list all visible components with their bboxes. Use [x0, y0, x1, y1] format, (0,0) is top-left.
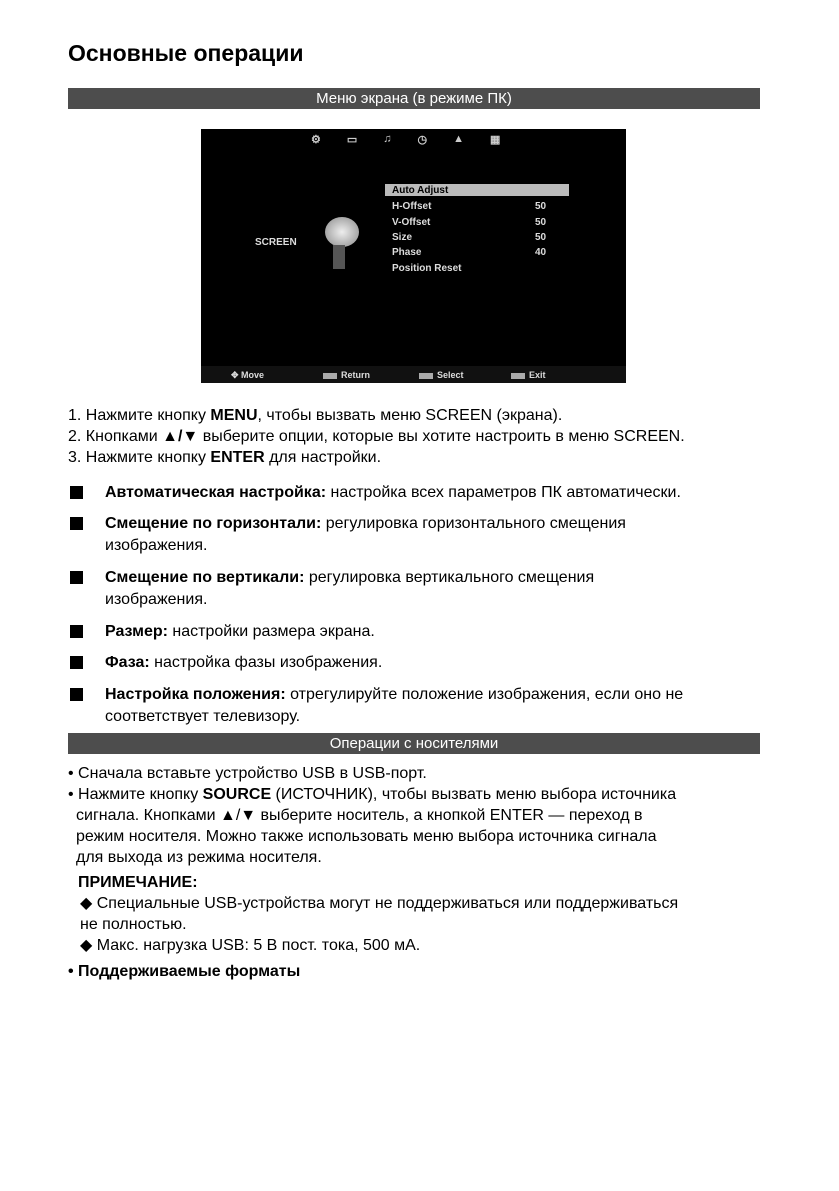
satellite-dish-icon — [325, 217, 359, 247]
square-bullet-icon — [70, 656, 83, 669]
usb-line-4: режим носителя. Можно также использовать меню выбора источника сигнала — [76, 828, 657, 845]
bullet-size: Размер: настройки размера экрана. — [105, 623, 375, 640]
grid-icon: ▦ — [490, 134, 501, 146]
usb-line-2: • Нажмите кнопку SOURCE (ИСТОЧНИК), чтобы вызвать меню выбора источника — [68, 786, 677, 803]
usb-line-3: сигнала. Кнопками ▲/▼ выберите носитель, а кнопкой ENTER — переход в — [76, 807, 643, 824]
usb-line-1: • Сначала вставьте устройство USB в USB-порт. — [68, 765, 427, 782]
square-bullet-icon — [70, 625, 83, 638]
tv-menu-label: SCREEN — [255, 237, 297, 248]
bullet-h-offset: Смещение по горизонтали: регулировка горизонтального смещения — [105, 515, 626, 532]
menu-key-icon — [323, 373, 337, 379]
move-icon: ✥ — [231, 370, 242, 380]
menu-item-phase: Phase — [392, 247, 422, 258]
menu-item-size: Size — [392, 232, 413, 243]
square-bullet-icon — [70, 517, 83, 530]
lock-icon: ▲ — [453, 133, 465, 145]
menu-value: 50 — [535, 217, 547, 228]
square-bullet-icon — [70, 486, 83, 499]
bullet-auto-adjust: Автоматическая настройка: настройка всех параметров ПК автоматически. — [105, 484, 681, 501]
bullet-v-offset: Смещение по вертикали: регулировка вертикального смещения — [105, 569, 595, 586]
bullet-v-offset-cont: изображения. — [105, 591, 208, 608]
menu-item-v-offset: V-Offset — [392, 217, 431, 228]
footer-select: Select — [437, 370, 464, 380]
step-3: 3. Нажмите кнопку ENTER для настройки. — [68, 449, 382, 466]
menu-value: 50 — [535, 201, 547, 212]
footer-exit: Exit — [529, 370, 546, 380]
music-icon: ♫ — [383, 133, 392, 145]
page-title: Основные операции — [68, 40, 304, 66]
bullet-h-offset-cont: изображения. — [105, 537, 208, 554]
enter-key-icon — [419, 373, 433, 379]
square-bullet-icon — [70, 688, 83, 701]
note-1-cont: не полностью. — [80, 916, 187, 933]
clock-icon: ◷ — [417, 134, 428, 146]
gear-icon: ⚙ — [311, 134, 321, 146]
menu-item-position-reset: Position Reset — [392, 263, 462, 274]
bullet-phase: Фаза: настройка фазы изображения. — [105, 654, 383, 671]
step-1: 1. Нажмите кнопку MENU, чтобы вызвать меню SCREEN (экрана). — [68, 407, 563, 424]
step-2: 2. Кнопками ▲/▼ выберите опции, которые вы хотите настроить в меню SCREEN. — [68, 428, 685, 445]
menu-value: 40 — [535, 247, 547, 258]
section-header-media: Операции с носителями — [68, 733, 760, 754]
note-2: ◆ Макс. нагрузка USB: 5 В пост. тока, 500 мА. — [80, 937, 421, 954]
bullet-position-reset: Настройка положения: отрегулируйте положение изображения, если оно не — [105, 686, 684, 703]
exit-key-icon — [511, 373, 525, 379]
menu-value: 50 — [535, 232, 547, 243]
note-1: ◆ Специальные USB-устройства могут не поддерживаться или поддерживаться — [80, 895, 679, 912]
note-title: ПРИМЕЧАНИЕ: — [78, 874, 198, 891]
supported-formats-heading: • Поддерживаемые форматы — [68, 963, 301, 980]
section-header-screen-menu: Меню экрана (в режиме ПК) — [68, 88, 760, 109]
tv-screen-menu-image — [201, 129, 626, 383]
tv-icon: ▭ — [346, 134, 358, 146]
usb-line-5: для выхода из режима носителя. — [76, 849, 322, 866]
menu-item-auto-adjust: Auto Adjust — [392, 185, 449, 196]
footer-move: Move — [241, 370, 265, 380]
square-bullet-icon — [70, 571, 83, 584]
bullet-position-reset-cont: соответствует телевизору. — [105, 708, 301, 725]
menu-item-h-offset: H-Offset — [392, 201, 432, 212]
footer-return: Return — [341, 370, 370, 380]
